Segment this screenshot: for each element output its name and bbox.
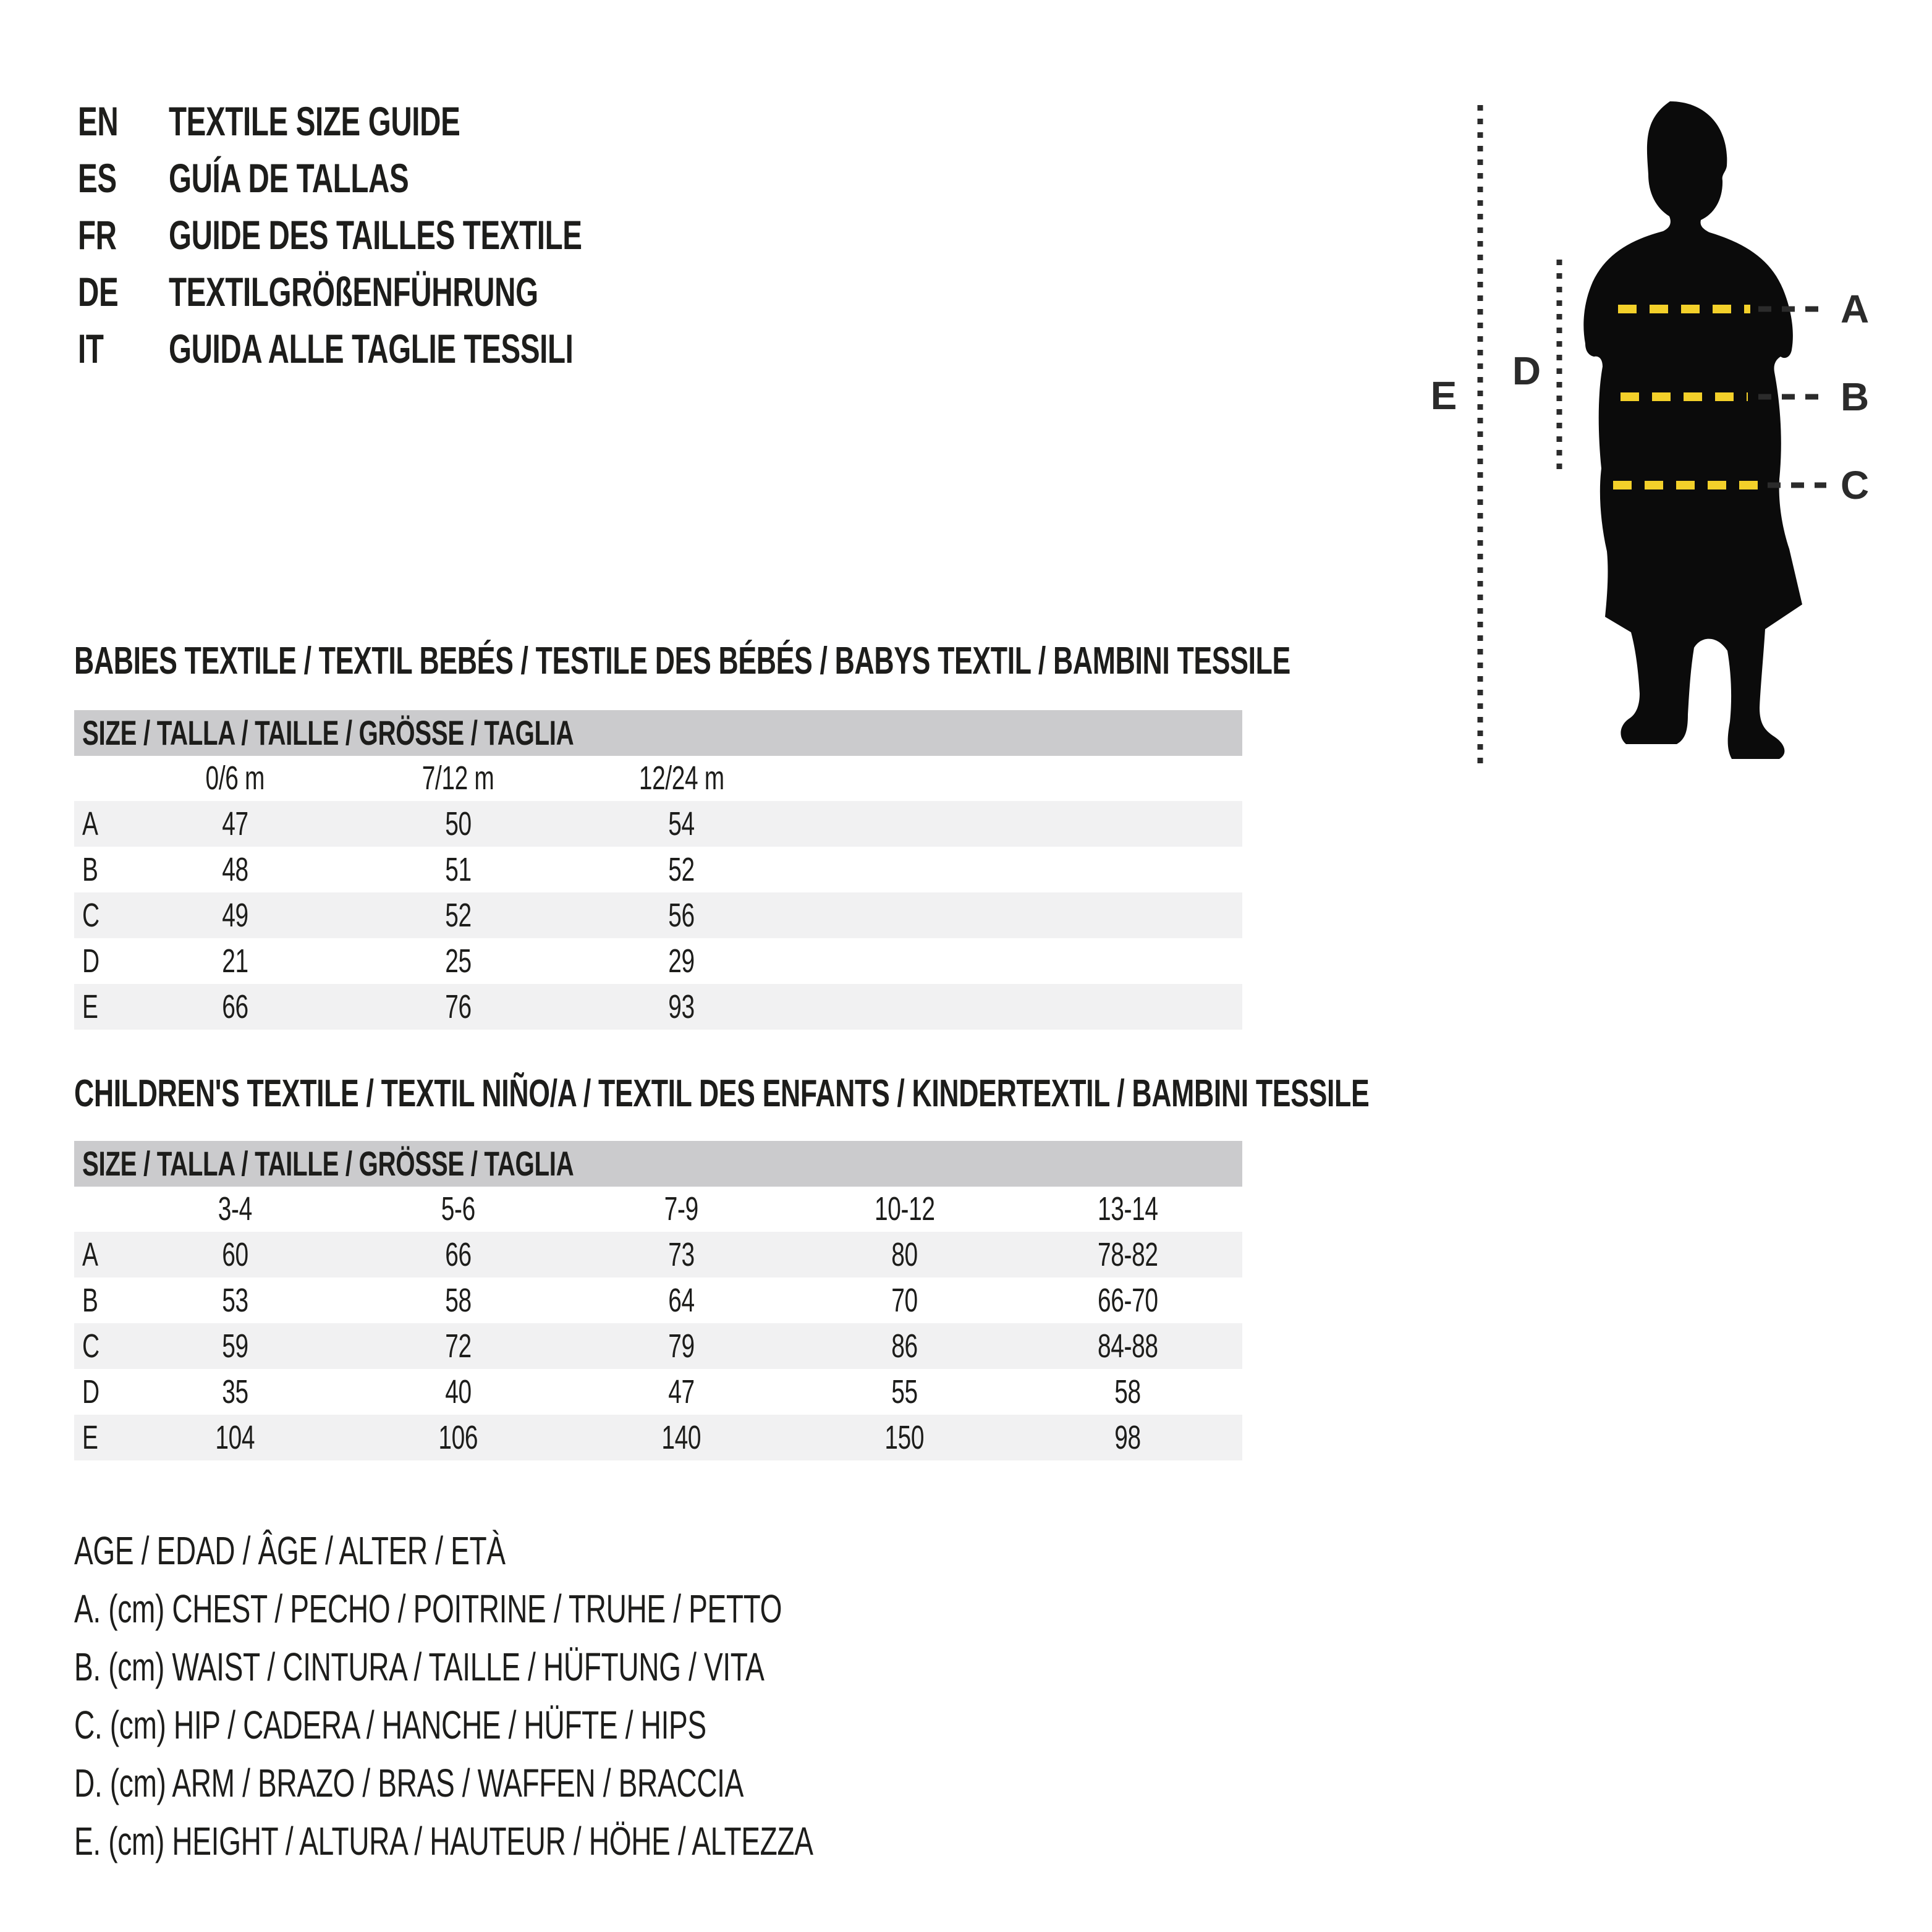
table-cell: 52: [668, 851, 695, 888]
column-header: 7/12 m: [422, 760, 494, 797]
language-row-en: [78, 93, 943, 150]
babies-column-header-row: [74, 756, 1242, 801]
column-header: 5-6: [441, 1190, 476, 1227]
row-label: E: [82, 988, 98, 1025]
row-label: C: [82, 1328, 100, 1365]
babies-table-rows: [74, 801, 1242, 1030]
size-header-text: SIZE / TALLA / TAILLE / GRÖSSE / TAGLIA: [82, 1144, 574, 1183]
page-title: TEXTILE SIZE GUIDE: [169, 98, 460, 144]
measure-label-e: E: [1430, 373, 1457, 418]
language-code: DE: [78, 269, 119, 315]
row-label: C: [82, 897, 100, 934]
row-label: E: [82, 1419, 98, 1456]
children-section-heading: [74, 1072, 1873, 1116]
page-title-es: GUÍA DE TALLAS: [169, 155, 409, 201]
language-title-list: [78, 93, 943, 377]
table-cell: 55: [891, 1373, 918, 1410]
table-row: [74, 1323, 1242, 1369]
table-cell: 66: [222, 988, 248, 1025]
table-cell: 104: [215, 1419, 255, 1456]
table-cell: 56: [668, 897, 695, 934]
size-header-text: SIZE / TALLA / TAILLE / GRÖSSE / TAGLIA: [82, 713, 574, 752]
table-cell: 58: [445, 1282, 472, 1319]
table-cell: 54: [668, 805, 695, 842]
table-cell: 70: [891, 1282, 918, 1319]
measure-label-d: D: [1512, 349, 1541, 393]
table-cell: 64: [668, 1282, 695, 1319]
babies-section-heading: [74, 640, 1763, 683]
table-cell: 73: [668, 1236, 695, 1273]
table-cell: 79: [668, 1328, 695, 1365]
table-cell: 52: [445, 897, 472, 934]
babies-table-header-bar: [74, 710, 1242, 756]
row-label: A: [82, 805, 98, 842]
child-silhouette-figure: [1421, 93, 1932, 803]
page-title-fr: GUIDE DES TAILLES TEXTILE: [169, 212, 582, 258]
legend-line-age: AGE / EDAD / ÂGE / ALTER / ETÀ: [74, 1528, 506, 1573]
babies-heading-text: BABIES TEXTILE / TEXTIL BEBÉS / TESTILE DES BÉBÉS / BABYS TEXTIL / BAMBINI TESSILE: [74, 640, 1290, 682]
table-cell: 48: [222, 851, 248, 888]
language-code: EN: [78, 98, 119, 144]
table-cell: 140: [661, 1419, 701, 1456]
table-cell: 25: [445, 943, 472, 980]
table-cell: 78-82: [1097, 1236, 1158, 1273]
table-cell: 86: [891, 1328, 918, 1365]
table-row: [74, 1232, 1242, 1277]
column-header: 0/6 m: [205, 760, 265, 797]
table-row: [74, 1277, 1242, 1323]
language-code: ES: [78, 155, 117, 201]
language-row-it: [78, 320, 943, 377]
children-table-header-bar: [74, 1141, 1242, 1187]
row-label: D: [82, 1373, 100, 1410]
babies-size-table: [74, 710, 1242, 1030]
table-cell: 93: [668, 988, 695, 1025]
children-column-header-row: [74, 1187, 1242, 1232]
legend-line-waist: B. (cm) WAIST / CINTURA / TAILLE / HÜFTUNG / VITA: [74, 1645, 765, 1689]
children-size-table: [74, 1141, 1242, 1460]
table-cell: 35: [222, 1373, 248, 1410]
language-code: FR: [78, 212, 117, 258]
measure-label-c: C: [1841, 463, 1870, 507]
legend-line-chest: A. (cm) CHEST / PECHO / POITRINE / TRUHE / PETTO: [74, 1587, 782, 1631]
table-cell: 76: [445, 988, 472, 1025]
corner-cell: [74, 1187, 124, 1232]
table-row: [74, 938, 1242, 984]
page-title-de: TEXTILGRÖßENFÜHRUNG: [169, 269, 538, 315]
table-cell: 47: [668, 1373, 695, 1410]
row-label: B: [82, 851, 98, 888]
row-label: B: [82, 1282, 98, 1319]
table-cell: 150: [884, 1419, 925, 1456]
table-cell: 51: [445, 851, 472, 888]
children-table-rows: [74, 1232, 1242, 1460]
measurement-legend: [74, 1522, 1101, 1870]
table-cell: 84-88: [1097, 1328, 1158, 1365]
language-row-es: [78, 150, 943, 206]
table-cell: 59: [222, 1328, 248, 1365]
table-cell: 60: [222, 1236, 248, 1273]
row-label: A: [82, 1236, 98, 1273]
table-row: [74, 984, 1242, 1030]
legend-line-hip: C. (cm) HIP / CADERA / HANCHE / HÜFTE / HIPS: [74, 1703, 706, 1747]
table-cell: 66: [445, 1236, 472, 1273]
legend-line-height: E. (cm) HEIGHT / ALTURA / HAUTEUR / HÖHE / ALTEZZA: [74, 1819, 813, 1863]
legend-line-arm: D. (cm) ARM / BRAZO / BRAS / WAFFEN / BRACCIA: [74, 1761, 744, 1805]
table-row: [74, 1369, 1242, 1415]
table-cell: 40: [445, 1373, 472, 1410]
table-cell: 98: [1114, 1419, 1141, 1456]
column-header: 13-14: [1097, 1190, 1158, 1227]
table-row: [74, 847, 1242, 892]
table-row: [74, 801, 1242, 847]
table-cell: 50: [445, 805, 472, 842]
column-header: 10-12: [874, 1190, 935, 1227]
table-cell: 66-70: [1097, 1282, 1158, 1319]
table-row: [74, 1415, 1242, 1460]
table-cell: 72: [445, 1328, 472, 1365]
table-cell: 80: [891, 1236, 918, 1273]
measure-label-b: B: [1841, 375, 1870, 419]
page-title-it: GUIDA ALLE TAGLIE TESSILI: [169, 326, 574, 371]
column-header: 12/24 m: [638, 760, 724, 797]
language-row-de: [78, 263, 943, 320]
children-heading-text: CHILDREN'S TEXTILE / TEXTIL NIÑO/A / TEXTIL DES ENFANTS / KINDERTEXTIL / BAMBINI TESSILE: [74, 1072, 1370, 1115]
column-header: 3-4: [218, 1190, 253, 1227]
row-label: D: [82, 943, 100, 980]
table-row: [74, 892, 1242, 938]
table-cell: 21: [222, 943, 248, 980]
table-cell: 47: [222, 805, 248, 842]
language-code: IT: [78, 326, 104, 371]
table-cell: 106: [438, 1419, 478, 1456]
corner-cell: [74, 756, 124, 801]
table-cell: 58: [1114, 1373, 1141, 1410]
column-header: 7-9: [664, 1190, 699, 1227]
table-cell: 53: [222, 1282, 248, 1319]
measure-label-a: A: [1841, 287, 1870, 331]
table-cell: 29: [668, 943, 695, 980]
table-cell: 49: [222, 897, 248, 934]
language-row-fr: [78, 206, 943, 263]
